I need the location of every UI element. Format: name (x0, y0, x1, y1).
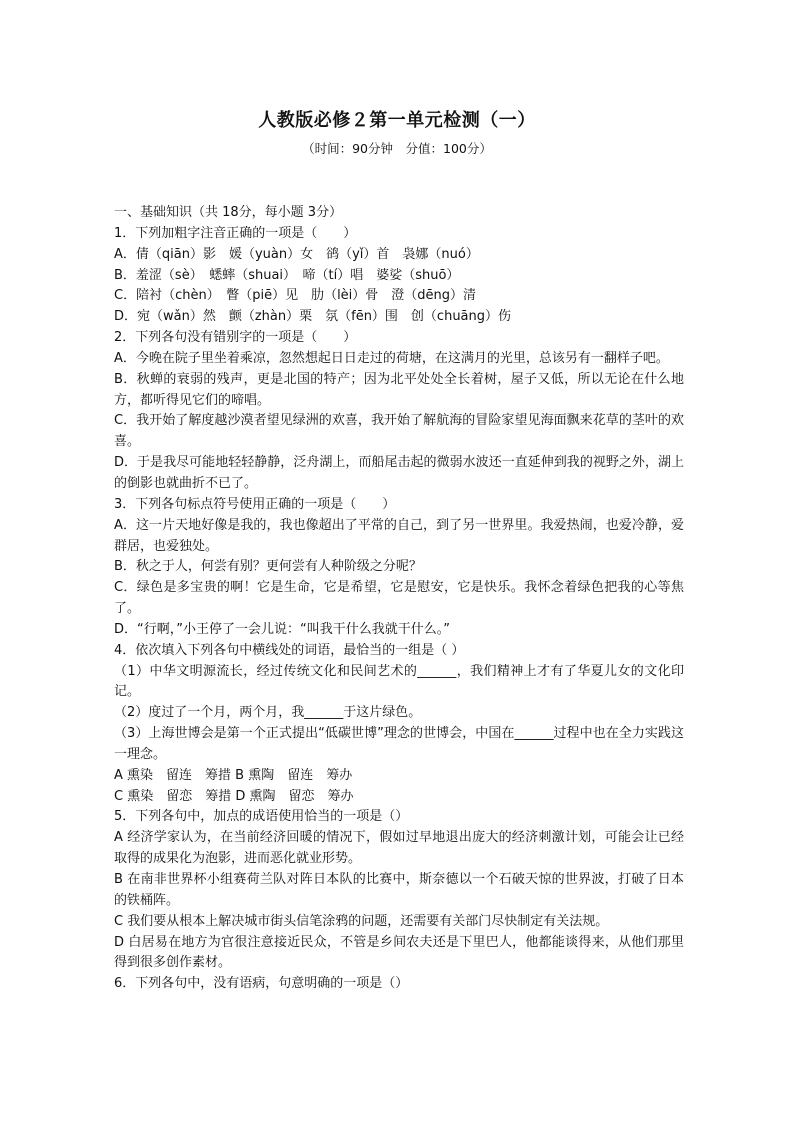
q4-stem: 4．依次填入下列各句中横线处的词语，最恰当的一组是（ ） (114, 642, 465, 658)
page-subtitle: （时间：90分钟 分值：100分） (302, 141, 492, 156)
q4-options-cd: C 熏染 留恋 筹措 D 熏陶 留恋 筹办 (114, 788, 354, 804)
q5-option-d: D 白居易在地方为官很注意接近民众，不管是乡间农夫还是下里巴人，他都能谈得来，从他们那里得到很多创作素材。 (114, 934, 684, 971)
q1-option-a: A．倩（qiān）影 媛（yuàn）女 鹆（yǐ）首 袅娜（nuó） (114, 246, 479, 262)
page-title: 人教版必修２第一单元检测（一） (258, 110, 536, 131)
q6-stem: 6．下列各句中，没有语病，句意明确的一项是（） (114, 976, 409, 992)
q4-sentence-3: （3）上海世博会是第一个正式提出“低碳世博”理念的世博会，中国在______过程中也在全力实践这一理念。 (114, 726, 684, 762)
q4-sentence-1: （1）中华文明源流长，经过传统文化和民间艺术的______，我们精神上才有了华夏儿女的文化印记。 (114, 663, 684, 700)
q3-stem: 3．下列各句标点符号使用正确的一项是（ ） (114, 496, 396, 512)
q5-option-c: C 我们要从根本上解决城市街头信笔涂鸦的问题，还需要有关部门尽快制定有关法规。 (114, 913, 609, 929)
q5-option-b: B 在南非世界杯小组赛荷兰队对阵日本队的比赛中，斯奈德以一个石破天惊的世界波，打破了日本的铁桶阵。 (114, 872, 684, 908)
q2-option-b: B．秋蝉的衰弱的残声，更是北国的特产；因为北平处处全长着树，屋子又低，所以无论在什么地方，都听得见它们的啼唱。 (114, 371, 684, 408)
q2-option-d: D．于是我尽可能地轻轻静静，泛舟湖上，而船尾击起的微弱水波还一直延伸到我的视野之外，湖上的倒影也就曲折不已了。 (114, 455, 684, 491)
q4-options-ab: A 熏染 留连 筹措 B 熏陶 留连 筹办 (114, 767, 353, 783)
q2-stem: 2．下列各句没有错别字的一项是（ ） (114, 330, 357, 346)
question-body (114, 203, 684, 995)
q3-option-d: D．“行啊，”小王停了一会儿说：“叫我干什么我就干什么。” (114, 621, 450, 637)
q4-sentence-2: （2）度过了一个月，两个月，我______于这片绿色。 (114, 705, 422, 721)
q5-stem: 5．下列各句中，加点的成语使用恰当的一项是（） (114, 809, 409, 825)
section-heading: 一、基础知识（共 18分，每小题 3分） (114, 205, 343, 220)
q2-option-a: A．今晚在院子里坐着乘凉，忽然想起日日走过的荷塘，在这满月的光里，总该另有一翻样子吧。 (114, 350, 669, 366)
q3-option-c: C．绿色是多宝贵的啊！它是生命，它是希望，它是慰安，它是快乐。我怀念着绿色把我的心等焦了。 (114, 580, 684, 617)
q1-option-b: B．羞涩（sè） 蟋蟀（shuai） 啼（tí）唱 婆娑（shuō） (114, 267, 460, 283)
q1-option-d: D．宛（wǎn）然 颤（zhàn）栗 氛（fēn）围 创（chuāng）伤 (114, 309, 512, 325)
q5-option-a: A 经济学家认为，在当前经济回暖的情况下，假如过早地退出庞大的经济刺激计划，可能会让已经取得的成果化为泡影，进而恶化就业形势。 (114, 830, 684, 867)
q3-option-b: B．秋之于人，何尝有别？更何尝有人种阶级之分呢？ (114, 559, 422, 575)
q1-stem: 1．下列加粗字注音正确的一项是（ ） (114, 225, 357, 241)
q3-option-a: A．这一片天地好像是我的，我也像超出了平常的自己，到了另一世界里。我爱热闹，也爱冷静，爱群居，也爱独处。 (114, 517, 684, 554)
q1-option-c: C．陪衬（chèn） 瞥（piē）见 肋（lèi）骨 澄（dēng）清 (114, 288, 477, 304)
q2-option-c: C．我开始了解度越沙漠者望见绿洲的欢喜，我开始了解航海的冒险家望见海面飘来花草的茎叶的欢喜。 (114, 413, 684, 450)
